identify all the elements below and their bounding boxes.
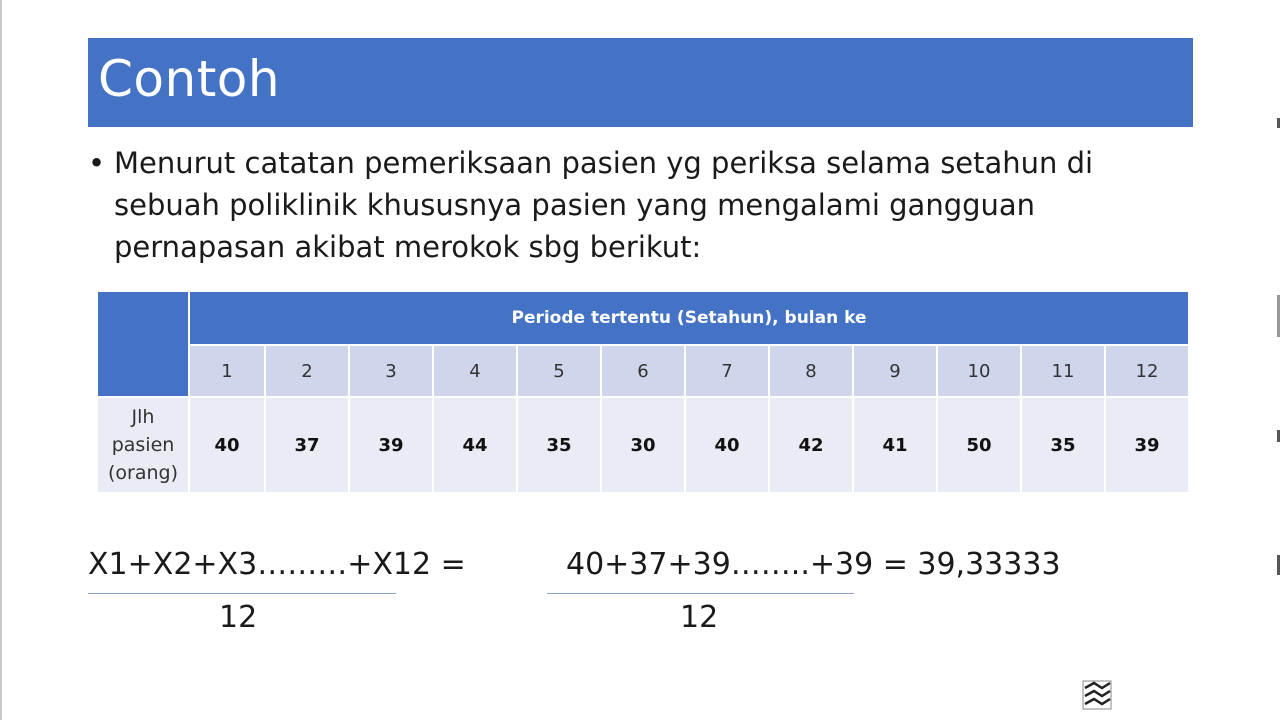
month-cell: 1 xyxy=(189,345,265,397)
value-cell: 41 xyxy=(853,397,937,493)
value-cell: 40 xyxy=(685,397,769,493)
bullet-text: Menurut catatan pemeriksaan pasien yg periksa selama setahun di sebuah poliklinik khususnya pasien yang mengalami gangguan pernapasan akibat merokok sbg berikut: xyxy=(114,146,1094,264)
value-cell: 39 xyxy=(1105,397,1189,493)
month-cell: 5 xyxy=(517,345,601,397)
value-cell: 30 xyxy=(601,397,685,493)
formula-left-fraction-line xyxy=(88,593,396,594)
formula-right-numerator: 40+37+39……..+39 = 39,33333 xyxy=(566,547,1061,582)
row-label-line: pasien xyxy=(111,434,175,456)
value-cell: 35 xyxy=(1021,397,1105,493)
busy-cursor-icon xyxy=(1082,680,1112,710)
row-label-line: Jlh xyxy=(131,406,155,428)
patient-table xyxy=(96,290,1190,494)
table-period-header: Periode tertentu (Setahun), bulan ke xyxy=(189,291,1189,345)
title-bar xyxy=(88,38,1193,127)
month-cell: 9 xyxy=(853,345,937,397)
value-cell: 50 xyxy=(937,397,1021,493)
row-label-line: (orang) xyxy=(107,462,178,484)
month-cell: 6 xyxy=(601,345,685,397)
row-label-cell xyxy=(97,397,189,493)
month-cell: 7 xyxy=(685,345,769,397)
value-cell: 42 xyxy=(769,397,853,493)
month-cell: 10 xyxy=(937,345,1021,397)
month-cell: 4 xyxy=(433,345,517,397)
formula-right-denominator: 12 xyxy=(680,600,719,635)
month-cell: 11 xyxy=(1021,345,1105,397)
value-cell: 40 xyxy=(189,397,265,493)
value-cell: 37 xyxy=(265,397,349,493)
value-cell: 44 xyxy=(433,397,517,493)
formula-left-numerator: X1+X2+X3………+X12 = xyxy=(88,547,466,582)
month-cell: 3 xyxy=(349,345,433,397)
value-cell: 35 xyxy=(517,397,601,493)
table-corner-cell xyxy=(97,291,189,397)
formula-right-fraction-line xyxy=(547,593,854,594)
table-month-row xyxy=(97,345,1189,397)
slide-title: Contoh xyxy=(98,50,281,108)
slide-left-edge xyxy=(0,0,2,720)
formula-left-denominator: 12 xyxy=(219,600,258,635)
month-cell: 12 xyxy=(1105,345,1189,397)
month-cell: 8 xyxy=(769,345,853,397)
table-value-row xyxy=(97,397,1189,493)
right-edge-marks xyxy=(1276,0,1280,720)
month-cell: 2 xyxy=(265,345,349,397)
bullet-dot: • xyxy=(88,146,106,180)
value-cell: 39 xyxy=(349,397,433,493)
